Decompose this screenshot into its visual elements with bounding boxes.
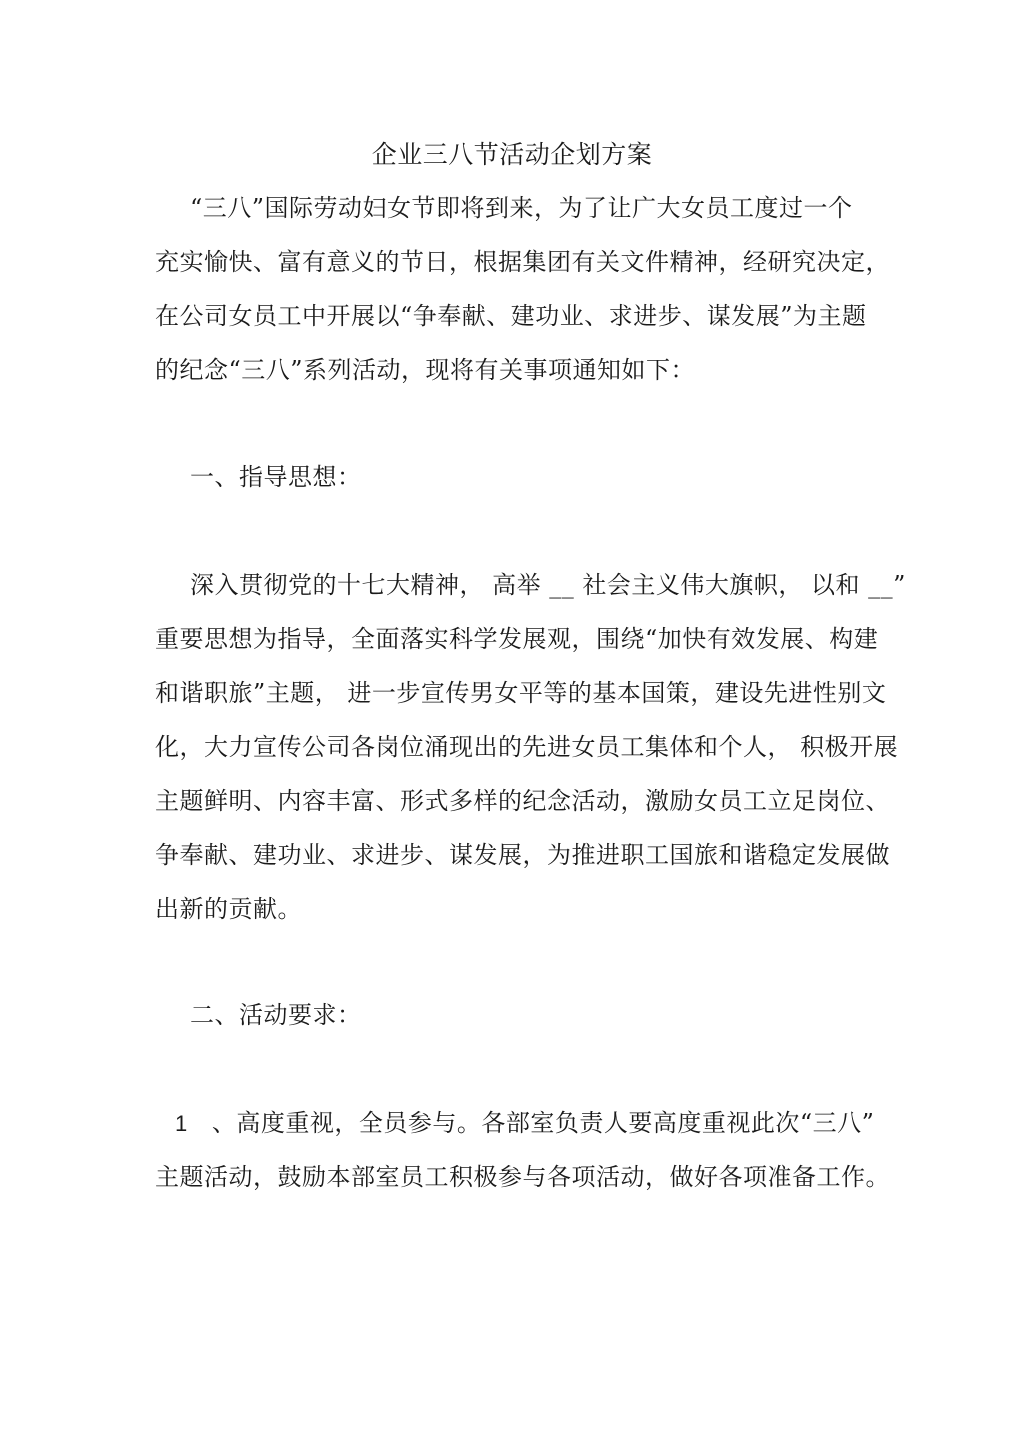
document-title: 企业三八节活动企划方案 [371,140,653,169]
item1-line-1 [175,1108,874,1139]
section1-line-2: 重要思想为指导，全面落实科学发展观，围绕“加快有效发展、构建 [155,625,879,653]
section1-line-3: 和谐职旅”主题， 进一步宣传男女平等的基本国策，建设先进性别文 [155,679,887,707]
section-heading-guiding-ideology: 一、指导思想： [190,463,362,491]
intro-line-4: 的纪念“三八”系列活动，现将有关事项通知如下： [155,356,696,384]
intro-line-2: 充实愉快、富有意义的节日，根据集团有关文件精神，经研究决定， [155,248,890,276]
section1-line-4: 化，大力宣传公司各岗位涌现出的先进女员工集体和个人， 积极开展 [155,733,899,761]
intro-line-3: 在公司女员工中开展以“争奉献、建功业、求进步、谋发展”为主题 [155,302,867,330]
section1-line-7: 出新的贡献。 [155,895,302,923]
section1-line-6: 争奉献、建功业、求进步、谋发展，为推进职工国旅和谐稳定发展做 [155,841,890,869]
intro-line-1: “三八”国际劳动妇女节即将到来，为了让广大女员工度过一个 [190,194,853,222]
item1-line-2: 主题活动，鼓励本部室员工积极参与各项活动，做好各项准备工作。 [155,1163,890,1191]
item1-text: 、高度重视，全员参与。各部室负责人要高度重视此次“三八” [211,1109,875,1137]
item1-number: 1 [175,1111,188,1136]
section1-line-5: 主题鲜明、内容丰富、形式多样的纪念活动，激励女员工立足岗位、 [155,787,890,815]
section-heading-activity-requirements: 二、活动要求： [190,1001,362,1029]
section1-line-1: 深入贯彻党的十七大精神， 高举 __ 社会主义伟大旗帜， 以和 __” [190,571,906,599]
